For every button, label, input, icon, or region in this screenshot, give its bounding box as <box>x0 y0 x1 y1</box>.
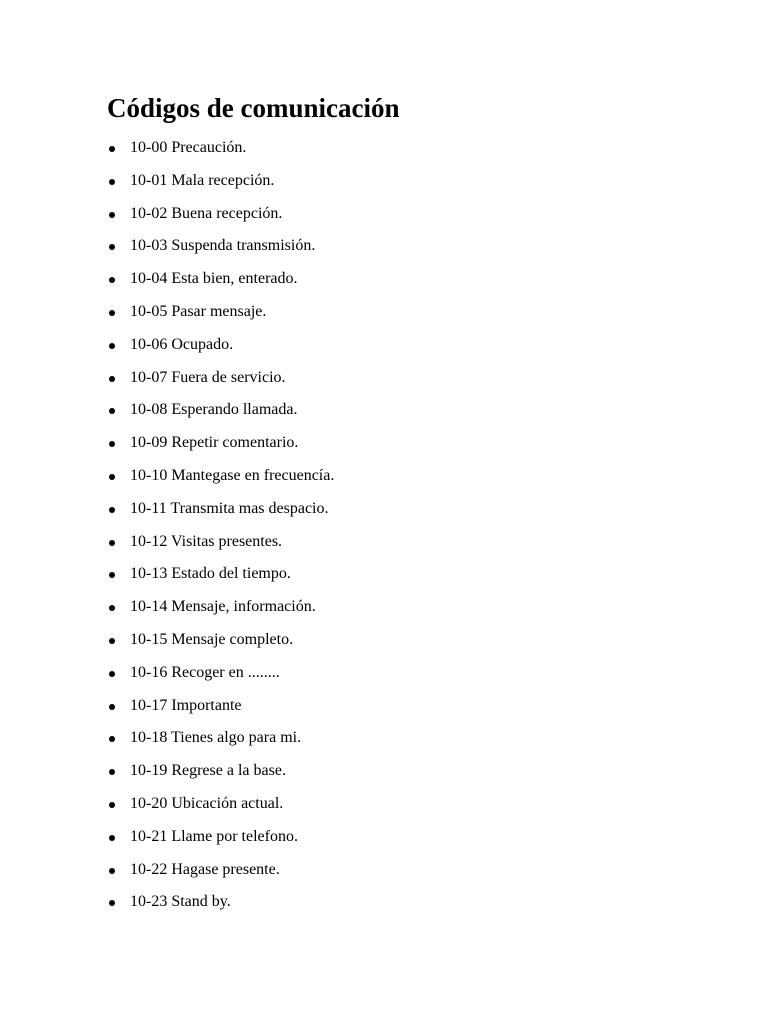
list-item <box>0 821 768 854</box>
list-item <box>0 296 768 329</box>
list-item <box>0 132 768 165</box>
list-item <box>0 362 768 395</box>
bullet-icon <box>109 802 115 808</box>
bullet-icon <box>109 769 115 775</box>
bullet-icon <box>109 736 115 742</box>
bullet-icon <box>109 212 115 218</box>
list-item-text: 10-12 Visitas presentes. <box>130 532 283 550</box>
list-item <box>0 460 768 493</box>
list-item <box>0 230 768 263</box>
list-item-text: 10-00 Precaución. <box>130 139 247 156</box>
bullet-icon <box>109 244 115 250</box>
list-item-text: 10-05 Pasar mensaje. <box>130 302 267 320</box>
list-item-text: 10-20 Ubicación actual. <box>130 794 284 812</box>
list-item <box>0 427 768 460</box>
list-item-text: 10-10 Mantegase en frecuencía. <box>130 466 335 484</box>
bullet-icon <box>109 343 115 349</box>
list-item-text: 10-13 Estado del tiempo. <box>130 565 291 583</box>
bullet-icon <box>109 605 115 611</box>
bullet-icon <box>109 900 115 906</box>
list-item <box>0 624 768 657</box>
bullet-icon <box>109 408 115 414</box>
list-item-text: 10-07 Fuera de servicio. <box>130 368 286 386</box>
bullet-icon <box>109 376 115 382</box>
list-item <box>0 591 768 624</box>
list-item-text: 10-11 Transmita mas despacio. <box>130 499 329 517</box>
list-item-text: 10-23 Stand by. <box>130 893 231 911</box>
list-item-text: 10-21 Llame por telefono. <box>130 827 298 845</box>
bullet-icon <box>109 507 115 513</box>
list-item <box>0 493 768 526</box>
bullet-icon <box>109 638 115 644</box>
bullet-icon <box>109 835 115 841</box>
list-item-text: 10-02 Buena recepción. <box>130 204 283 222</box>
bullet-icon <box>109 277 115 283</box>
list-item <box>0 722 768 755</box>
bullet-icon <box>109 441 115 447</box>
list-item-text: 10-16 Recoger en ........ <box>130 663 280 681</box>
bullet-icon <box>109 310 115 316</box>
list-item <box>0 263 768 296</box>
bullet-icon <box>109 474 115 480</box>
list-item <box>0 788 768 821</box>
list-item-text: 10-17 Importante <box>130 696 242 714</box>
bullet-icon <box>109 146 115 152</box>
list-item-text: 10-01 Mala recepción. <box>130 171 275 189</box>
list-item <box>0 394 768 427</box>
list-item-text: 10-04 Esta bien, enterado. <box>130 270 298 288</box>
list-item <box>0 854 768 887</box>
list-item <box>0 690 768 723</box>
list-item <box>0 755 768 788</box>
page-title: Códigos de comunicación <box>107 93 400 123</box>
list-item-text: 10-03 Suspenda transmisión. <box>130 237 316 255</box>
list-item <box>0 657 768 690</box>
list-item <box>0 329 768 362</box>
list-item-text: 10-14 Mensaje, información. <box>130 598 316 616</box>
list-item <box>0 526 768 559</box>
code-list <box>0 132 768 919</box>
list-item-text: 10-08 Esperando llamada. <box>130 401 298 419</box>
bullet-icon <box>109 572 115 578</box>
list-item-text: 10-22 Hagase presente. <box>130 860 280 878</box>
bullet-icon <box>109 671 115 677</box>
bullet-icon <box>109 704 115 710</box>
list-item <box>0 198 768 231</box>
list-item <box>0 886 768 919</box>
bullet-icon <box>109 868 115 874</box>
list-item-text: 10-15 Mensaje completo. <box>130 630 294 648</box>
list-item-text: 10-09 Repetir comentario. <box>130 434 299 452</box>
list-item-text: 10-19 Regrese a la base. <box>130 762 286 780</box>
list-item <box>0 558 768 591</box>
bullet-icon <box>109 540 115 546</box>
list-item <box>0 165 768 198</box>
list-item-text: 10-06 Ocupado. <box>130 335 234 353</box>
list-item-text: 10-18 Tienes algo para mi. <box>130 729 302 747</box>
bullet-icon <box>109 179 115 185</box>
